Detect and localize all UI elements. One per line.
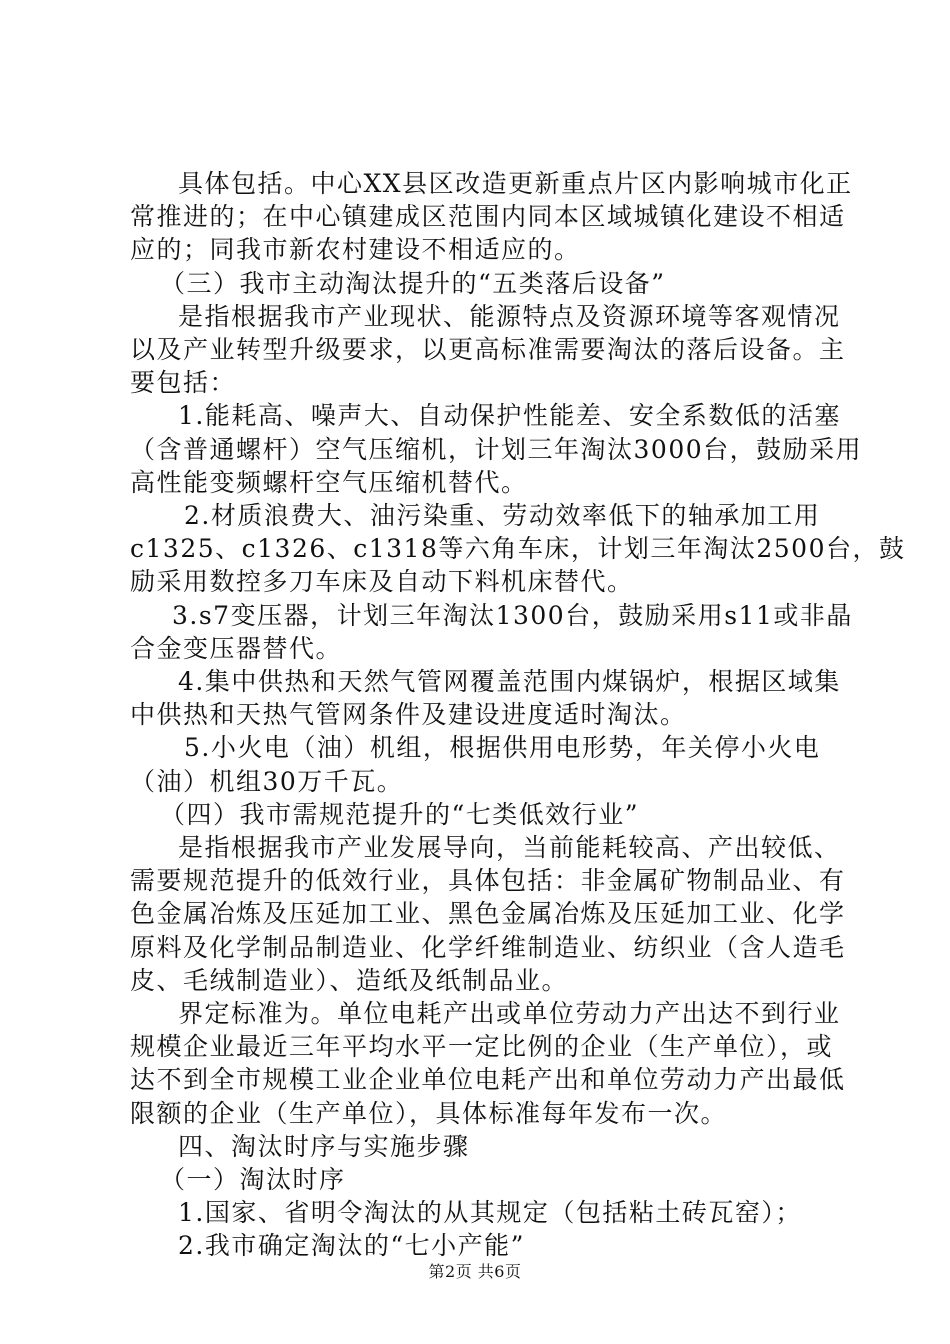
list-item: 5.小火电（油）机组，根据供用电形势，年关停小火电 [184,733,821,763]
list-item: 3.s7变压器，计划三年淘汰1300台，鼓励采用s11或非晶 [172,600,853,630]
text-line: 是指根据我市产业发展导向，当前能耗较高、产出较低、 [178,833,841,862]
text-line: 限额的企业（生产单位），具体标准每年发布一次。 [130,1098,728,1128]
list-item: 2.我市确定淘汰的“七小产能” [178,1231,525,1261]
section-heading: 四、淘汰时序与实施步骤 [178,1131,470,1161]
page-footer [0,1262,950,1282]
section-heading: （一）淘汰时序 [160,1165,346,1194]
text-line: （含普通螺杆）空气压缩机，计划三年淘汰3000台，鼓励采用 [130,434,863,464]
section-heading: （三）我市主动淘汰提升的“五类落后设备” [160,268,666,298]
text-line: 具体包括。中心XX县区改造更新重点片区内影响城市化正 [178,169,853,198]
text-line: 规模企业最近三年平均水平一定比例的企业（生产单位），或 [130,1032,834,1062]
text-line: 励采用数控多刀车床及自动下料机床替代。 [130,567,634,597]
text-line: c1325、c1326、c1318等六角车床，计划三年淘汰2500台，鼓 [130,534,906,564]
text-line: 界定标准为。单位电耗产出或单位劳动力产出达不到行业 [178,999,841,1028]
text-line: 原料及化学制品制造业、化学纤维制造业、纺织业（含人造毛 [130,932,846,962]
text-line: 达不到全市规模工业企业单位电耗产出和单位劳动力产出最低 [130,1065,846,1095]
text-line: 皮、毛绒制造业）、造纸及纸制品业。 [130,965,569,995]
text-line: （油）机组30万千瓦。 [130,766,404,796]
list-item: 1.能耗高、噪声大、自动保护性能差、安全系数低的活塞 [178,401,841,431]
list-item: 2.材质浪费大、油污染重、劳动效率低下的轴承加工用 [184,501,821,530]
text-line: 合金变压器替代。 [130,633,343,663]
text-line: 需要规范提升的低效行业，具体包括：非金属矿物制品业、有 [130,866,846,896]
text-line: 应的；同我市新农村建设不相适应的。 [130,235,581,265]
list-item: 4.集中供热和天然气管网覆盖范围内煤锅炉，根据区域集 [178,667,841,696]
text-line: 高性能变频螺杆空气压缩机替代。 [130,467,528,497]
text-line: 色金属冶炼及压延加工业、黑色金属冶炼及压延加工业、化学 [130,899,846,929]
text-line: 是指根据我市产业现状、能源特点及资源环境等客观情况 [178,301,841,331]
text-line: 以及产业转型升级要求，以更高标准需要淘汰的落后设备。主 [130,335,846,364]
text-line: 要包括： [130,368,237,398]
list-item: 1.国家、省明令淘汰的从其规定（包括粘土砖瓦窑）； [178,1198,802,1228]
section-heading: （四）我市需规范提升的“七类低效行业” [160,799,640,829]
page-number-label: 第2页 共6页 [428,1262,522,1281]
text-line: 常推进的；在中心镇建成区范围内同本区域城镇化建设不相适 [130,202,846,232]
text-line: 中供热和天热气管网条件及建设进度适时淘汰。 [130,700,687,730]
